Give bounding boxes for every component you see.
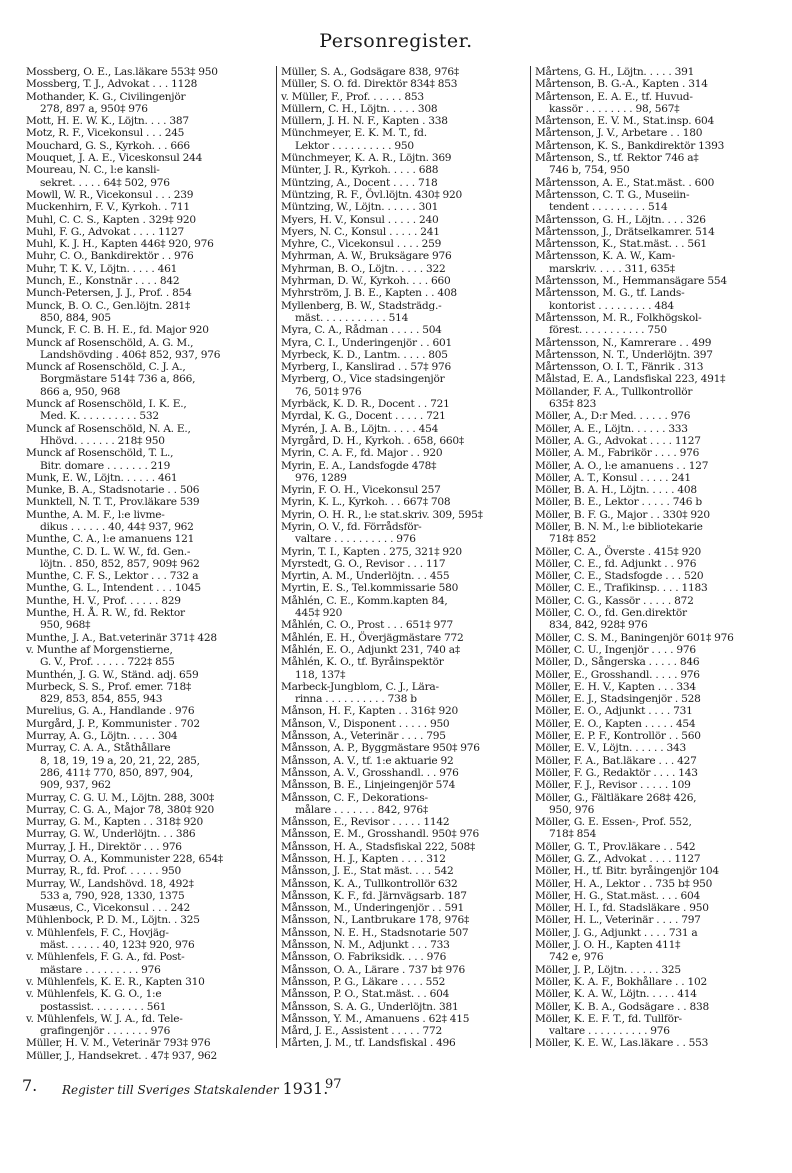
register-entry: Munck af Rosenschöld, A. G. M., bbox=[26, 336, 194, 349]
register-entry: 742 e, 976 bbox=[549, 951, 604, 964]
register-entry: Musæus, C., Vicekonsul . . . 242 bbox=[26, 902, 191, 915]
register-entry: Munthe, A. M. F., l:e livme- bbox=[26, 508, 165, 521]
register-entry: 445‡ 920 bbox=[295, 607, 343, 620]
register-entry: Månsson, N. M., Adjunkt . . . 733 bbox=[281, 939, 450, 952]
register-entry: v. Müller, F., Prof. . . . . . 853 bbox=[281, 90, 424, 103]
register-entry: Möller, E., Grosshandl. . . . . 976 bbox=[535, 668, 700, 681]
register-entry: Myrin, K. L., Kyrkoh. . . 667‡ 708 bbox=[281, 496, 451, 509]
register-entry: Mühlenbock, P. D. M., Löjtn. . 325 bbox=[26, 914, 200, 927]
register-entry: Möller, A. E., Löjtn. . . . . . 333 bbox=[535, 422, 688, 435]
register-entry: Myrdal, K. G., Docent . . . . . 721 bbox=[281, 410, 446, 423]
register-entry: v. Mühlenfels, W. J. A., fd. Tele- bbox=[26, 1012, 183, 1025]
register-entry: Månsson, H. A., Stadsfiskal 222, 508‡ bbox=[281, 840, 476, 853]
register-entry: Möller, E. P. F., Kontrollör . . 560 bbox=[535, 730, 701, 743]
register-entry: Muhl, F. G., Advokat . . . . 1127 bbox=[26, 225, 185, 238]
register-entry: 829, 853, 854, 855, 943 bbox=[40, 693, 163, 706]
register-entry: Möller, G., Fältläkare 268‡ 426, bbox=[535, 791, 697, 804]
register-entry: 950, 976 bbox=[549, 803, 595, 816]
register-entry: Möller, C. E., Stadsfogde . . . 520 bbox=[535, 570, 704, 583]
register-entry: 834, 842, 928‡ 976 bbox=[549, 619, 648, 632]
register-entry: v. Munthe af Morgenstierne, bbox=[26, 643, 173, 656]
register-entry: Möller, F. J., Revisor . . . . . 109 bbox=[535, 779, 691, 792]
register-entry: Möller, H., tf. Bitr. byråingenjör 104 bbox=[535, 865, 719, 878]
register-entry: Möller, E. H. V., Kapten . . . 334 bbox=[535, 680, 696, 693]
register-column-2 bbox=[276, 66, 530, 1048]
register-entry: Munke, B. A., Stadsnotarie . . 506 bbox=[26, 484, 200, 497]
register-entry: Murelius, G. A., Handlande . 976 bbox=[26, 705, 195, 718]
register-entry: Möller, G. T., Prov.läkare . . 542 bbox=[535, 840, 696, 853]
register-entry: Månsson, C. F., Dekorations- bbox=[281, 791, 428, 804]
register-entry: Möller, B. E., Lektor . . . . . 746 b bbox=[535, 496, 702, 509]
register-entry: Müllern, J. H. N. F., Kapten . 338 bbox=[281, 115, 448, 128]
register-entry: Månsson, K. A., Tullkontrollör 632 bbox=[281, 877, 458, 890]
register-entry: Månson, V., Disponent . . . . . 950 bbox=[281, 717, 450, 730]
register-entry: Mårtensson, N., Kamrerare . . 499 bbox=[535, 336, 712, 349]
register-entry: Med. K. . . . . . . . . . 532 bbox=[40, 410, 159, 423]
register-entry: Månson, H. F., Kapten . . 316‡ 920 bbox=[281, 705, 458, 718]
register-entry: Murray, G. W., Underlöjtn. . . 386 bbox=[26, 828, 196, 841]
register-entry: Bitr. domare . . . . . . . 219 bbox=[40, 459, 171, 472]
register-entry: Myhrström, J. B. E., Kapten . . 408 bbox=[281, 287, 457, 300]
register-entry: Myrstedt, G. O., Revisor . . . 117 bbox=[281, 557, 446, 570]
register-entry: Möller, C. O., fd. Gen.direktör bbox=[535, 607, 687, 620]
register-entry: Murgård, J. P., Kommunister . 702 bbox=[26, 717, 200, 730]
register-entry: Murray, G. M., Kapten . . 318‡ 920 bbox=[26, 816, 203, 829]
register-entry: Mårtensson, A. E., Stat.mäst. . 600 bbox=[535, 176, 715, 189]
register-entry: Mossberg, O. E., Las.läkare 553‡ 950 bbox=[26, 66, 218, 78]
register-entry: marskriv. . . . . 311, 635‡ bbox=[549, 262, 675, 275]
register-entry: Månsson, O. A., Lärare . 737 b‡ 976 bbox=[281, 963, 466, 976]
register-entry: Mårtensson, O. I. T., Fänrik . 313 bbox=[535, 361, 704, 374]
register-entry: Mårtenson, B. G.-A., Kapten . 314 bbox=[535, 78, 708, 91]
register-entry: Månsson, K. F., fd. Järnvägsarb. 187 bbox=[281, 889, 467, 902]
register-entry: Möller, J. G., Adjunkt . . . . 731 a bbox=[535, 926, 698, 939]
register-entry: Mårtenson, K. S., Bankdirektör 1393 bbox=[535, 139, 725, 152]
register-entry: Mossberg, T. J., Advokat . . . 1128 bbox=[26, 78, 198, 91]
register-entry: Murray, R., fd. Prof. . . . . . 950 bbox=[26, 865, 181, 878]
register-entry: Möller, C. A., Överste . 415‡ 920 bbox=[535, 545, 702, 558]
register-entry: Möller, K. E. W., Las.läkare . . 553 bbox=[535, 1037, 709, 1050]
register-entry: Murray, O. A., Kommunister 228, 654‡ bbox=[26, 853, 223, 865]
register-entry: Borgmästare 514‡ 736 a, 866, bbox=[40, 373, 196, 386]
register-entry: Myrtin, E. S., Tel.kommissarie 580 bbox=[281, 582, 459, 595]
register-entry: Munck af Rosenschöld, C. J. A., bbox=[26, 361, 186, 374]
register-entry: Munthe, J. A., Bat.veterinär 371‡ 428 bbox=[26, 631, 217, 644]
register-entry: förest. . . . . . . . . . . 750 bbox=[549, 324, 667, 337]
register-entry: Landshövding . 406‡ 852, 937, 976 bbox=[40, 348, 221, 361]
register-entry: Möller, A. T., Konsul . . . . . 241 bbox=[535, 471, 691, 484]
register-column-3 bbox=[530, 66, 784, 1048]
register-entry: Måhlén, E. H., Överjägmästare 772 bbox=[281, 631, 464, 644]
register-entry: Mårtens, G. H., Löjtn. . . . . 391 bbox=[535, 66, 695, 78]
register-entry: Möller, H. L., Veterinär . . . . 797 bbox=[535, 914, 701, 927]
register-entry: Mårtensson, K., Stat.mäst. . . 561 bbox=[535, 238, 707, 251]
register-entry: Måhlén, E. O., Adjunkt 231, 740 a‡ bbox=[281, 643, 460, 656]
footer-year: 1931. bbox=[282, 1079, 329, 1098]
register-entry: 76, 501‡ 976 bbox=[295, 385, 362, 398]
register-entry: Müller, J., Handsekret. . 47‡ 937, 962 bbox=[26, 1049, 218, 1062]
footer-title: Register till Sveriges Statskalender bbox=[62, 1083, 279, 1097]
register-entry: Myllenberg, B. W., Stadsträdg.- bbox=[281, 299, 442, 312]
register-entry: 533 a, 790, 928, 1330, 1375 bbox=[40, 889, 185, 902]
register-entry: Mårten, J. M., tf. Landsfiskal . 496 bbox=[281, 1037, 456, 1050]
register-entry: 976, 1289 bbox=[295, 471, 347, 484]
register-entry: Munck af Rosenschöld, I. K. E., bbox=[26, 398, 187, 411]
register-entry: Månsson, M., Underingenjör . . 591 bbox=[281, 902, 464, 915]
register-entry: Myrin, E. A., Landsfogde 478‡ bbox=[281, 459, 437, 472]
register-entry: Myhrman, A. W., Bruksägare 976 bbox=[281, 250, 452, 263]
register-entry: Münter, J. R., Kyrkoh. . . . . 688 bbox=[281, 164, 439, 177]
footer-number: 7. bbox=[22, 1076, 38, 1095]
register-entry: Munch-Petersen, J. J., Prof. . 854 bbox=[26, 287, 192, 300]
register-entry: Murray, C. A. A., Ståthållare bbox=[26, 742, 171, 755]
register-entry: Möller, A. G., Advokat . . . . 1127 bbox=[535, 434, 701, 447]
register-entry: dikus . . . . . . 40, 44‡ 937, 962 bbox=[40, 520, 194, 533]
register-entry: Müntzing, W., Löjtn. . . . . . 301 bbox=[281, 201, 439, 214]
register-entry: postassist. . . . . . . . . 561 bbox=[40, 1000, 167, 1013]
register-entry: Muhr, T. K. V., Löjtn. . . . . 461 bbox=[26, 262, 178, 275]
register-entry: Möller, G. E. Essen-, Prof. 552, bbox=[535, 816, 692, 829]
register-columns bbox=[22, 66, 784, 1062]
register-entry: Möller, H. G., Stat.mäst. . . . 604 bbox=[535, 889, 700, 902]
register-entry: Mårtenson, J. V., Arbetare . . 180 bbox=[535, 127, 703, 140]
register-entry: Möller, A. O., l:e amanuens . . 127 bbox=[535, 459, 709, 472]
register-entry: Müllern, C. H., Löjtn. . . . . 308 bbox=[281, 102, 438, 115]
register-entry: Myrin, O. V., fd. Förrådsför- bbox=[281, 520, 422, 533]
register-entry: Månsson, A. V., tf. 1:e aktuarie 92 bbox=[281, 754, 454, 767]
register-entry: Myrin, C. A. F., fd. Major . . 920 bbox=[281, 447, 443, 460]
register-entry: Möller, F. A., Bat.läkare . . . 427 bbox=[535, 754, 697, 767]
register-entry: Hhövd. . . . . . . 218‡ 950 bbox=[40, 434, 165, 447]
register-entry: Munthe, H. V., Prof. . . . . . 829 bbox=[26, 594, 181, 607]
register-entry: Munthén, J. G. W., Ständ. adj. 659 bbox=[26, 668, 199, 681]
register-entry: Mårtensson, J., Drätselkamrer. 514 bbox=[535, 225, 715, 238]
register-entry: Möller, K. B. A., Godsägare . . 838 bbox=[535, 1000, 709, 1013]
register-entry: Möller, H. A., Lektor . . 735 b‡ 950 bbox=[535, 877, 713, 890]
register-entry: Murray, W., Landshövd. 18, 492‡ bbox=[26, 877, 194, 890]
register-entry: Marbeck-Jungblom, C. J., Lära- bbox=[281, 680, 439, 693]
register-entry: Möller, K. E. F. T., fd. Tullför- bbox=[535, 1012, 682, 1025]
register-entry: Månsson, H. J., Kapten . . . . 312 bbox=[281, 853, 446, 865]
register-entry: Månsson, A. P., Byggmästare 950‡ 976 bbox=[281, 742, 480, 755]
register-entry: Månsson, N., Lantbrukare 178, 976‡ bbox=[281, 914, 469, 927]
register-entry: Månsson, P. G., Läkare . . . . 552 bbox=[281, 975, 446, 988]
register-entry: Münchmeyer, E. K. M. T., fd. bbox=[281, 127, 427, 140]
register-entry: Mårtensson, K. A. W., Kam- bbox=[535, 250, 675, 263]
register-entry: Myrberg, O., Vice stadsingenjör bbox=[281, 373, 445, 386]
register-entry: Möller, K. A. W., Löjtn. . . . . 414 bbox=[535, 988, 697, 1001]
register-entry: 718‡ 854 bbox=[549, 828, 597, 841]
register-entry: 746 b, 754, 950 bbox=[549, 164, 630, 177]
register-entry: Myrbäck, K. D. R., Docent . . 721 bbox=[281, 398, 450, 411]
register-entry: Möller, H. I., fd. Stadsläkare . 950 bbox=[535, 902, 709, 915]
register-entry: grafingenjör . . . . . . . 976 bbox=[40, 1025, 171, 1038]
register-entry: 909, 937, 962 bbox=[40, 779, 111, 792]
register-entry: Mouquet, J. A. E., Viceskonsul 244 bbox=[26, 152, 203, 165]
register-entry: Münchmeyer, K. A. R., Löjtn. 369 bbox=[281, 152, 452, 165]
register-entry: G. V., Prof. . . . . . 722‡ 855 bbox=[40, 656, 175, 669]
register-entry: Mothander, K. G., Civilingenjör bbox=[26, 90, 186, 103]
register-entry: valtare . . . . . . . . . . 976 bbox=[295, 533, 416, 546]
register-entry: Müller, S. A., Godsägare 838, 976‡ bbox=[281, 66, 459, 78]
register-entry: Möller, B. F. G., Major . . 330‡ 920 bbox=[535, 508, 710, 521]
register-entry: Muhr, C. O., Bankdirektör . . 976 bbox=[26, 250, 194, 263]
register-entry: mästare . . . . . . . . . 976 bbox=[40, 963, 161, 976]
register-entry: Myrgård, D. H., Kyrkoh. . 658, 660‡ bbox=[281, 434, 464, 447]
register-entry: Myhrman, B. O., Löjtn. . . . . 322 bbox=[281, 262, 446, 275]
register-entry: v. Mühlenfels, K. E. R., Kapten 310 bbox=[26, 975, 205, 988]
register-entry: Möller, J. P., Löjtn. . . . . . 325 bbox=[535, 963, 681, 976]
register-entry: Muckenhirn, F. V., Kyrkoh. . 711 bbox=[26, 201, 190, 214]
register-entry: tendent . . . . . . . . . 514 bbox=[549, 201, 668, 214]
register-entry: Müntzing, A., Docent . . . . 718 bbox=[281, 176, 438, 189]
register-entry: Moureau, N. C., l:e kansli- bbox=[26, 164, 160, 177]
register-entry: Myers, H. V., Konsul . . . . . 240 bbox=[281, 213, 439, 226]
register-entry: Månsson, P. O., Stat.mäst. . . 604 bbox=[281, 988, 450, 1001]
register-entry: Mårtensson, M., Hemmansägare 554 bbox=[535, 275, 727, 288]
register-entry: Myhrman, D. W., Kyrkoh. . . . 660 bbox=[281, 275, 451, 288]
register-entry: Myrin, O. H. R., l:e stat.skriv. 309, 595‡ bbox=[281, 508, 483, 521]
register-entry: Måhlén, C. O., Prost . . . 651‡ 977 bbox=[281, 619, 454, 632]
register-entry: Myrin, T. I., Kapten . 275, 321‡ 920 bbox=[281, 545, 462, 558]
register-entry: Lektor . . . . . . . . . . 950 bbox=[295, 139, 414, 152]
register-entry: Munthe, C. F. S., Lektor . . . 732 a bbox=[26, 570, 199, 583]
register-entry: v. Mühlenfels, F. G. A., fd. Post- bbox=[26, 951, 185, 964]
register-entry: Månsson, N. E. H., Stadsnotarie 507 bbox=[281, 926, 469, 939]
register-entry: rinna . . . . . . . . . . 738 b bbox=[295, 693, 417, 706]
register-entry: 118, 137‡ bbox=[295, 668, 346, 681]
register-entry: Möller, C. E., fd. Adjunkt . . 976 bbox=[535, 557, 697, 570]
register-entry: mäst. . . . . . 40, 123‡ 920, 976 bbox=[40, 939, 195, 952]
register-entry: Munk, E. W., Löjtn. . . . . . 461 bbox=[26, 471, 178, 484]
register-entry: Månsson, E., Revisor . . . . . 1142 bbox=[281, 816, 450, 829]
register-entry: Möller, C. S. M., Baningenjör 601‡ 976 bbox=[535, 631, 734, 644]
register-entry: Munthe, C. D. L. W. W., fd. Gen.- bbox=[26, 545, 191, 558]
register-entry: Myrbeck, K. D., Lantm. . . . . 805 bbox=[281, 348, 448, 361]
register-entry: Mott, H. E. W. K., Löjtn. . . . 387 bbox=[26, 115, 189, 128]
register-entry: Munck af Rosenschöld, N. A. E., bbox=[26, 422, 191, 435]
register-entry: Månsson, A., Veterinär . . . . 795 bbox=[281, 730, 446, 743]
register-entry: 718‡ 852 bbox=[549, 533, 597, 546]
register-entry: Murray, C. G. U. M., Löjtn. 288, 300‡ bbox=[26, 791, 215, 804]
register-entry: v. Mühlenfels, F. C., Hovjäg- bbox=[26, 926, 169, 939]
register-entry: Murray, J. H., Direktör . . . 976 bbox=[26, 840, 182, 853]
register-entry: Munck, B. O. C., Gen.löjtn. 281‡ bbox=[26, 299, 191, 312]
register-entry: Mårtenson, E. A. E., tf. Huvud- bbox=[535, 90, 693, 103]
register-entry: Mårtensson, G. H., Löjtn. . . . 326 bbox=[535, 213, 706, 226]
register-entry: sekret. . . . . 64‡ 502, 976 bbox=[40, 176, 170, 189]
register-entry: Müller, H. V. M., Veterinär 793‡ 976 bbox=[26, 1037, 211, 1050]
register-entry: Mårtensson, N. T., Underlöjtn. 397 bbox=[535, 348, 713, 361]
register-entry: Munthe, C. A., l:e amanuens 121 bbox=[26, 533, 195, 546]
register-entry: Myra, C. I., Underingenjör . . 601 bbox=[281, 336, 452, 349]
register-entry: Målstad, E. A., Landsfiskal 223, 491‡ bbox=[535, 373, 726, 386]
register-entry: Mårtensson, C. T. G., Museiin- bbox=[535, 188, 690, 201]
register-entry: 850, 884, 905 bbox=[40, 311, 111, 324]
register-entry: Munthe, G. L., Intendent . . . 1045 bbox=[26, 582, 201, 595]
register-entry: kontorist . . . . . . . . . 484 bbox=[549, 299, 674, 312]
register-entry: Månsson, A. V., Grosshandl. . . 976 bbox=[281, 766, 459, 779]
register-entry: Munthe, H. Å. R. W., fd. Rektor bbox=[26, 607, 185, 620]
register-entry: Myrberg, I., Kanslirad . . 57‡ 976 bbox=[281, 361, 451, 374]
register-entry: Muhl, C. C. S., Kapten . 329‡ 920 bbox=[26, 213, 196, 226]
page-footer bbox=[0, 1076, 792, 1104]
register-entry: 635‡ 823 bbox=[549, 398, 597, 411]
register-entry: 286, 411‡ 770, 850, 897, 904, bbox=[40, 766, 194, 779]
register-entry: Möller, A. M., Fabrikör . . . . 976 bbox=[535, 447, 700, 460]
register-entry: 8, 18, 19, 19 a, 20, 21, 22, 285, bbox=[40, 754, 200, 767]
register-entry: Måhlén, K. O., tf. Byråinspektör bbox=[281, 656, 444, 669]
register-entry: Mårtenson, E. V. M., Stat.insp. 604 bbox=[535, 115, 714, 128]
register-entry: Mårtenson, S., tf. Rektor 746 a‡ bbox=[535, 152, 699, 165]
register-entry: Månsson, S. A. G., Underlöjtn. 381 bbox=[281, 1000, 459, 1013]
register-entry: Myhre, C., Vicekonsul . . . . 259 bbox=[281, 238, 442, 251]
register-entry: Müntzing, R. F., Övl.löjtn. 430‡ 920 bbox=[281, 188, 462, 201]
register-entry: Möller, J. O. H., Kapten 411‡ bbox=[535, 939, 681, 952]
register-entry: Myrin, F. O. H., Vicekonsul 257 bbox=[281, 484, 441, 497]
register-entry: Möller, B. A. H., Löjtn. . . . . 408 bbox=[535, 484, 697, 497]
register-entry: 866 a, 950, 968 bbox=[40, 385, 121, 398]
register-entry: Myra, C. A., Rådman . . . . . 504 bbox=[281, 324, 442, 337]
register-entry: Motz, R. F., Vicekonsul . . . 245 bbox=[26, 127, 185, 140]
register-entry: Månsson, E. M., Grosshandl. 950‡ 976 bbox=[281, 828, 479, 841]
register-entry: Myrtin, A. M., Underlöjtn. . . 455 bbox=[281, 570, 450, 583]
register-entry: Möller, F. G., Redaktör . . . . 143 bbox=[535, 766, 698, 779]
register-entry: Möller, K. A. F., Bokhållare . . 102 bbox=[535, 975, 707, 988]
register-entry: Möller, E. V., Löjtn. . . . . . 343 bbox=[535, 742, 686, 755]
register-entry: Muhl, K. J. H., Kapten 446‡ 920, 976 bbox=[26, 238, 214, 251]
register-entry: Månsson, J. E., Stat mäst. . . . 542 bbox=[281, 865, 454, 878]
register-entry: 950, 968‡ bbox=[40, 619, 91, 632]
register-entry: Möller, C. E., Trafikinsp. . . . 1183 bbox=[535, 582, 708, 595]
register-entry: Möller, E. O., Adjunkt . . . . 731 bbox=[535, 705, 693, 718]
register-entry: Munck af Rosenschöld, T. L., bbox=[26, 447, 174, 460]
register-entry: Mård, J. E., Assistent . . . . . 772 bbox=[281, 1025, 442, 1038]
footer-title-line bbox=[62, 1079, 328, 1098]
register-entry: Murray, A. G., Löjtn. . . . . 304 bbox=[26, 730, 178, 743]
register-entry: kassör . . . . . . . . 98, 567‡ bbox=[549, 102, 680, 115]
register-entry: löjtn. . 850, 852, 857, 909‡ 962 bbox=[40, 557, 200, 570]
page-title: Personregister. bbox=[319, 30, 473, 52]
register-entry: valtare . . . . . . . . . . 976 bbox=[549, 1025, 670, 1038]
register-entry: Möller, D., Sångerska . . . . . 846 bbox=[535, 656, 700, 669]
register-entry: Möller, A., D:r Med. . . . . . 976 bbox=[535, 410, 691, 423]
register-entry: 278, 897 a, 950‡ 976 bbox=[40, 102, 148, 115]
register-entry: Måhlén, C. E., Komm.kapten 84, bbox=[281, 594, 448, 607]
register-entry: Mowll, W. R., Vicekonsul . . . 239 bbox=[26, 188, 194, 201]
register-entry: Möller, E. J., Stadsingenjör . 528 bbox=[535, 693, 701, 706]
register-entry: Müller, S. O. fd. Direktör 834‡ 853 bbox=[281, 78, 458, 91]
register-entry: Möller, G. Z., Advokat . . . . 1127 bbox=[535, 853, 701, 865]
register-entry: Möller, C. U., Ingenjör . . . . 976 bbox=[535, 643, 696, 656]
register-entry: Munck, F. C. B. H. E., fd. Major 920 bbox=[26, 324, 209, 337]
register-entry: Murbeck, S. S., Prof. emer. 718‡ bbox=[26, 680, 192, 693]
register-entry: Mårtensson, M. G., tf. Lands- bbox=[535, 287, 685, 300]
register-entry: målare . . . . . . . 842, 976‡ bbox=[295, 803, 428, 816]
register-entry: Månsson, O. Fabriksidk. . . . 976 bbox=[281, 951, 447, 964]
register-entry: Möller, E. O., Kapten . . . . . 454 bbox=[535, 717, 696, 730]
register-entry: Möller, B. N. M., l:e bibliotekarie bbox=[535, 520, 703, 533]
register-entry: Myrén, J. A. B., Löjtn. . . . . 454 bbox=[281, 422, 439, 435]
register-entry: v. Mühlenfels, K. G. O., 1:e bbox=[26, 988, 162, 1001]
register-entry: Månsson, B. E., Linjeingenjör 574 bbox=[281, 779, 456, 792]
register-entry: mäst. . . . . . . . . . . 514 bbox=[295, 311, 409, 324]
register-entry: Munktell, N. T. T., Prov.läkare 539 bbox=[26, 496, 200, 509]
register-entry: Munch, E., Konstnär . . . . 842 bbox=[26, 275, 180, 288]
footer-page-number: 97 bbox=[325, 1077, 342, 1092]
register-entry: Myers, N. C., Konsul . . . . . 241 bbox=[281, 225, 440, 238]
register-column-1 bbox=[22, 66, 276, 1062]
register-entry: Mouchard, G. S., Kyrkoh. . . 666 bbox=[26, 139, 190, 152]
register-entry: Möller, C. G., Kassör . . . . . 872 bbox=[535, 594, 694, 607]
register-entry: Mårtensson, M. R., Folkhögskol- bbox=[535, 311, 702, 324]
register-entry: Månsson, Y. M., Amanuens . 62‡ 415 bbox=[281, 1012, 470, 1025]
register-entry: Murray, C. G. A., Major 78, 380‡ 920 bbox=[26, 803, 215, 816]
register-entry: Möllander, F. A., Tullkontrollör bbox=[535, 385, 693, 398]
